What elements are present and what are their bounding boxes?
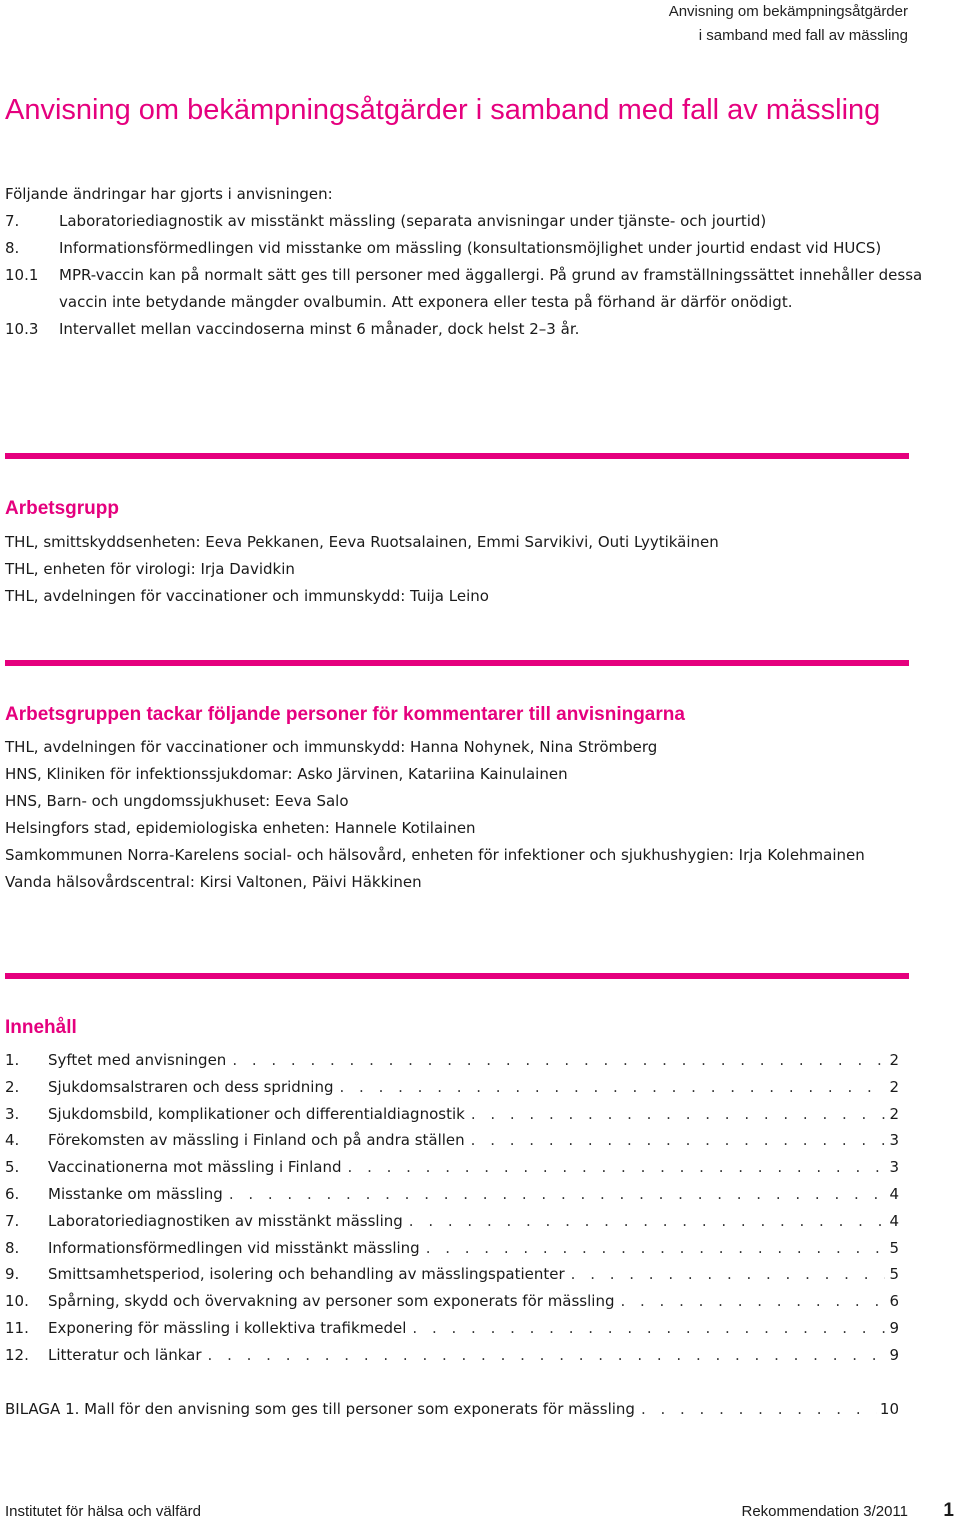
toc-leader (403, 1208, 885, 1235)
toc-item[interactable] (5, 1154, 899, 1181)
running-header-line-1: Anvisning om bekämpningsåtgärder (668, 3, 908, 20)
toc-leader (223, 1181, 885, 1208)
toc-number: 7. (5, 1211, 20, 1230)
section-divider (5, 453, 909, 459)
toc-number: 6. (5, 1184, 20, 1203)
toc-item[interactable] (5, 1127, 899, 1154)
section-divider (5, 973, 909, 979)
toc-appendix[interactable] (5, 1396, 899, 1423)
toc-number: 2. (5, 1077, 20, 1096)
toc-page: 4 (889, 1184, 899, 1203)
workgroup-line: THL, smittskyddsenheten: Eeva Pekkanen, Eeva Ruotsalainen, Emmi Sarvikivi, Outi Lyytikäinen (5, 533, 719, 551)
toc-title: Förekomsten av mässling i Finland och på andra ställen (48, 1131, 465, 1150)
thanks-heading: Arbetsgruppen tackar följande personer för kommentarer till anvisningarna (5, 704, 685, 725)
toc-number: 11. (5, 1318, 29, 1337)
change-number: 10.1 (5, 266, 39, 284)
toc-page: 5 (889, 1265, 899, 1284)
toc-page: 5 (889, 1238, 899, 1257)
toc-item[interactable] (5, 1181, 899, 1208)
workgroup-line: THL, enheten för virologi: Irja Davidkin (5, 560, 295, 578)
toc-title: Exponering för mässling i kollektiva trafikmedel (48, 1318, 407, 1337)
toc-title: Litteratur och länkar (48, 1345, 202, 1364)
change-number: 8. (5, 239, 20, 257)
toc-leader (465, 1101, 885, 1128)
toc-leader (226, 1047, 885, 1074)
toc-leader (342, 1154, 885, 1181)
change-text: Laboratoriediagnostik av misstänkt mässling (separata anvisningar under tjänste- och jourtid) (59, 212, 767, 230)
changes-intro: Följande ändringar har gjorts i anvisningen: (5, 185, 333, 203)
toc-page: 2 (889, 1051, 899, 1069)
toc-leader (635, 1396, 877, 1423)
toc-number: 10. (5, 1292, 29, 1311)
workgroup-list (5, 529, 905, 610)
change-text: MPR-vaccin kan på normalt sätt ges till personer med äggallergi. På grund av framställningssättet innehåller dessa vaccin inte betydande mängder ovalbumin. Att exponera eller testa på förhand är därför onödigt. (59, 266, 923, 311)
toc-appendix-page: 10 (879, 1399, 899, 1418)
toc-item[interactable] (5, 1101, 899, 1128)
change-text: Intervallet mellan vaccindoserna minst 6 månader, dock helst 2–3 år. (59, 320, 580, 338)
changes-section (5, 181, 925, 343)
page-number: 1 (943, 1500, 954, 1521)
toc-title: Smittsamhetsperiod, isolering och behandling av mässlingspatienter (48, 1265, 565, 1284)
toc-number: 8. (5, 1238, 20, 1257)
toc-heading: Innehåll (5, 1017, 77, 1038)
section-divider (5, 660, 909, 666)
toc-leader (565, 1261, 885, 1288)
footer-publisher: Institutet för hälsa och välfärd (5, 1503, 201, 1520)
toc-number: 12. (5, 1345, 29, 1364)
toc-leader (202, 1342, 885, 1369)
toc-page: 9 (889, 1345, 899, 1364)
toc-item[interactable] (5, 1047, 899, 1074)
change-number: 10.3 (5, 320, 39, 338)
change-item (5, 208, 925, 235)
toc-leader (465, 1127, 885, 1154)
toc-item[interactable] (5, 1235, 899, 1262)
thanks-line: HNS, Kliniken för infektionssjukdomar: Asko Järvinen, Katariina Kainulainen (5, 765, 568, 783)
running-header-line-2: i samband med fall av mässling (698, 27, 908, 44)
toc-title: Laboratoriediagnostiken av misstänkt mässling (48, 1211, 403, 1230)
running-header (669, 0, 908, 48)
toc-appendix-title: BILAGA 1. Mall för den anvisning som ges till personer som exponerats för mässling (5, 1399, 635, 1418)
toc-page: 3 (889, 1131, 899, 1150)
toc-page: 2 (889, 1104, 899, 1123)
toc-title: Sjukdomsbild, komplikationer och differentialdiagnostik (48, 1104, 465, 1123)
thanks-line: Vanda hälsovårdscentral: Kirsi Valtonen, Päivi Häkkinen (5, 873, 422, 891)
thanks-line: Samkommunen Norra-Karelens social- och hälsovård, enheten för infektioner och sjukhushygien: Irja Kolehmainen (5, 846, 865, 864)
toc-number: 9. (5, 1265, 20, 1284)
toc-number: 1. (5, 1051, 20, 1069)
toc-leader (334, 1074, 885, 1101)
toc-page: 3 (889, 1158, 899, 1177)
toc-item[interactable] (5, 1342, 899, 1369)
toc-title: Misstanke om mässling (48, 1184, 223, 1203)
document-title: Anvisning om bekämpningsåtgärder i samband med fall av mässling (5, 94, 881, 126)
workgroup-line: THL, avdelningen för vaccinationer och immunskydd: Tuija Leino (5, 587, 489, 605)
change-text: Informationsförmedlingen vid misstanke om mässling (konsultationsmöjlighet under jourtid endast vid HUCS) (59, 239, 882, 257)
toc-item[interactable] (5, 1261, 899, 1288)
toc-leader (406, 1315, 885, 1342)
toc-item[interactable] (5, 1315, 899, 1342)
toc-item[interactable] (5, 1288, 899, 1315)
toc-page: 9 (889, 1318, 899, 1337)
toc-title: Sjukdomsalstraren och dess spridning (48, 1077, 334, 1096)
toc-leader (614, 1288, 885, 1315)
toc-item[interactable] (5, 1208, 899, 1235)
toc-title: Vaccinationerna mot mässling i Finland (48, 1158, 342, 1177)
toc-title: Syftet med anvisningen (48, 1051, 227, 1069)
toc-page: 4 (889, 1211, 899, 1230)
toc-page: 2 (889, 1077, 899, 1096)
toc-title: Informationsförmedlingen vid misstänkt mässling (48, 1238, 420, 1257)
toc-number: 4. (5, 1131, 20, 1150)
change-number: 7. (5, 212, 20, 230)
toc-item[interactable] (5, 1074, 899, 1101)
change-item (5, 316, 925, 343)
thanks-line: THL, avdelningen för vaccinationer och immunskydd: Hanna Nohynek, Nina Strömberg (5, 738, 658, 756)
toc-page: 6 (889, 1292, 899, 1311)
workgroup-heading: Arbetsgrupp (5, 498, 119, 519)
table-of-contents (5, 1047, 899, 1422)
toc-title: Spårning, skydd och övervakning av personer som exponerats för mässling (48, 1292, 615, 1311)
thanks-line: Helsingfors stad, epidemiologiska enheten: Hannele Kotilainen (5, 819, 476, 837)
toc-number: 3. (5, 1104, 20, 1123)
footer-series: Rekommendation 3/2011 (741, 1503, 908, 1520)
thanks-line: HNS, Barn- och ungdomssjukhuset: Eeva Salo (5, 792, 349, 810)
change-item (5, 262, 925, 316)
toc-number: 5. (5, 1158, 20, 1177)
toc-leader (420, 1235, 885, 1262)
thanks-list (5, 734, 905, 896)
change-item (5, 235, 925, 262)
